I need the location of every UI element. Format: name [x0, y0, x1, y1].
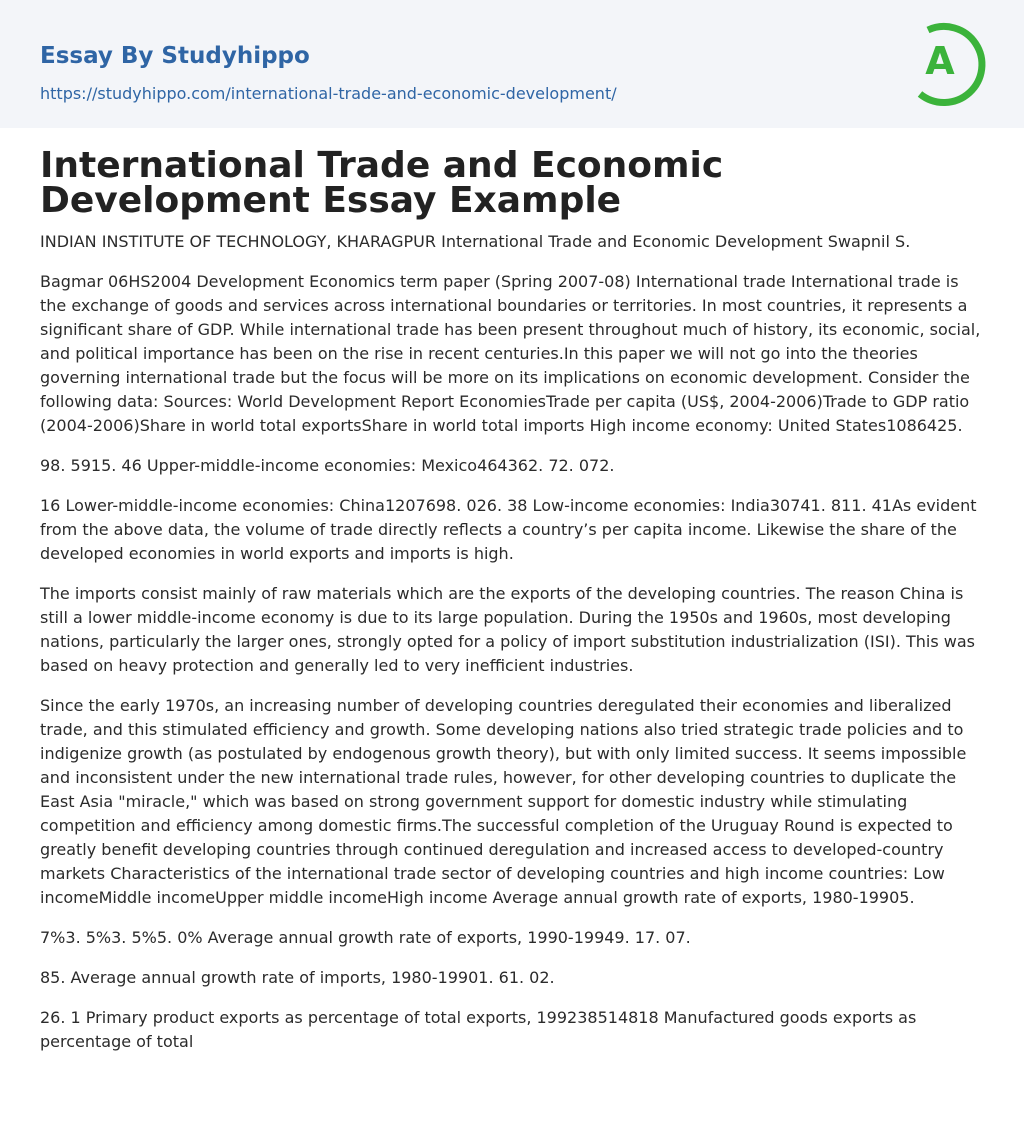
paragraph: The imports consist mainly of raw materials which are the exports of the developing countries. The reason China is still a lower middle-income economy is due to its large population. During the 1950s and 1960s, most developing nations, particularly the larger ones, strongly opted for a policy of import substitution industrialization (ISI). This was based on heavy protection and generally led to very inefficient industries.	[40, 584, 976, 675]
paragraph: Bagmar 06HS2004 Development Economics term paper (Spring 2007-08) International trade International trade is the exchange of goods and services across international boundaries or territories. In most countries, it represents a significant share of GDP. While international trade has been present throughout much of history, its economic, social, and political importance has been on the rise in recent centuries.In this paper we will not go into the theories governing international trade but the focus will be more on its implications on economic development. Consider the following data: Sources: World Development Report EconomiesTrade per capita (US$, 2004-2006)Trade to GDP ratio (2004-2006)Share in world total exportsShare in world total imports High income economy: United States1086425.	[40, 272, 981, 435]
paragraph: Since the early 1970s, an increasing number of developing countries deregulated their economies and liberalized trade, and this stimulated efficiency and growth. Some developing nations also tried strategic trade policies and to indigenize growth (as postulated by endogenous growth theory), but with only limited success. It seems impossible and inconsistent under the new international trade rules, however, for other developing countries to duplicate the East Asia "miracle," which was based on strong government support for domestic industry while stimulating competition and efficiency among domestic firms.The successful completion of the Uruguay Round is expected to greatly benefit developing countries through continued deregulation and increased access to developed-country markets Characteristics of the international trade sector of developing countries and high income countries: Low incomeMiddle incomeUpper middle incomeHigh income Average annual growth rate of exports, 1980-19905.	[40, 696, 967, 907]
paragraph: 98. 5915. 46 Upper-middle-income economies: Mexico464362. 72. 072.	[40, 456, 615, 475]
paragraph: 7%3. 5%3. 5%5. 0% Average annual growth rate of exports, 1990-19949. 17. 07.	[40, 928, 691, 947]
source-url-link[interactable]: https://studyhippo.com/international-trade-and-economic-development/	[40, 84, 617, 103]
paragraph: 16 Lower-middle-income economies: China1207698. 026. 38 Low-income economies: India30741. 811. 41As evident from the above data, the volume of trade directly reflects a country’s per capita income. Likewise the share of the developed economies in world exports and imports is high.	[40, 496, 977, 563]
site-brand: Essay By Studyhippo	[40, 43, 310, 69]
page-header	[0, 0, 1024, 128]
paragraph: INDIAN INSTITUTE OF TECHNOLOGY, KHARAGPUR International Trade and Economic Development Swapnil S.	[40, 232, 911, 251]
logo-letter: A	[925, 39, 955, 83]
paragraph: 85. Average annual growth rate of imports, 1980-19901. 61. 02.	[40, 968, 555, 987]
studyhippo-logo-icon	[910, 18, 988, 108]
article	[0, 128, 1024, 1054]
page-title: International Trade and Economic Development Essay Example	[40, 145, 724, 221]
paragraph: 26. 1 Primary product exports as percentage of total exports, 199238514818 Manufactured goods exports as percentage of total	[40, 1008, 917, 1051]
